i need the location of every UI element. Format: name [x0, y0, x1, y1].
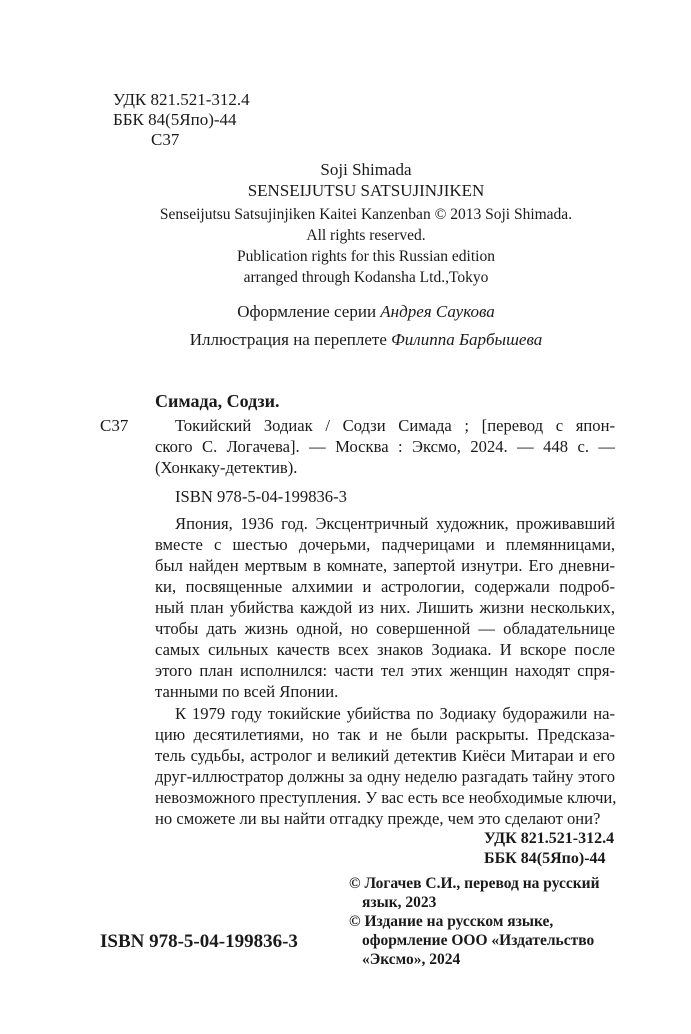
original-title: SENSEIJUTSU SATSUJINJIKEN	[247, 181, 485, 200]
catalog-entry-line: (Хонкаку-детектив).	[155, 458, 298, 477]
copyright-line: «Эксмо», 2024	[362, 951, 461, 968]
series-design-credit	[66, 302, 666, 322]
copyright-line: © Логачев С.И., перевод на русский	[349, 875, 600, 892]
original-author: Soji Shimada	[320, 160, 412, 179]
annotation-line: тель судьбы, астролог и великий детектив Киёси Митараи и его	[155, 746, 615, 765]
copyright-line: © Издание на русском языке,	[349, 913, 554, 930]
footer-isbn: ISBN 978-5-04-199836-3	[100, 931, 298, 952]
catalog-entry-line: ского С. Логачева]. — Москва : Эксмо, 2024. — 448 с. —	[155, 437, 615, 456]
footer-udk: УДК 821.521-312.4	[484, 830, 615, 847]
bbk-code: ББК 84(5Япо)-44	[113, 110, 237, 129]
annotation-line: но сможете ли вы найти отгадку прежде, чем это сделают они?	[155, 809, 601, 828]
footer-bbk: ББК 84(5Япо)-44	[484, 850, 606, 867]
original-copyright: Senseijutsu Satsujinjiken Kaitei Kanzenban © 2013 Soji Shimada.	[159, 206, 573, 223]
series-designer: Андрея Саукова	[380, 302, 495, 321]
udk-code: УДК 821.521-312.4	[113, 90, 250, 109]
annotation-line: чтобы дать жизнь одной, но совершенной — обладательнице	[155, 619, 615, 638]
cover-label: Иллюстрация на переплете	[189, 330, 387, 349]
annotation-line: танными по всей Японии.	[155, 682, 339, 701]
annotation-line: цию десятилетиями, но так и не были раскрыты. Предсказа-	[155, 725, 615, 744]
catalog-author-heading: Симада, Содзи.	[155, 391, 280, 411]
copyright-line: язык, 2023	[362, 894, 437, 911]
rights-reserved: All rights reserved.	[306, 227, 426, 244]
author-mark: С37	[151, 130, 180, 149]
annotation-line: невозможного преступления. У вас есть все необходимые ключи,	[155, 788, 617, 807]
annotation-line: Япония, 1936 год. Эксцентричный художник, проживавший	[175, 514, 615, 533]
annotation-line: ный план убийства каждой из них. Лишить жизни нескольких,	[155, 598, 615, 617]
catalog-entry-line: Токийский Зодиак / Содзи Симада ; [перевод с япон-	[175, 416, 615, 435]
cover-illustration-credit	[66, 330, 666, 350]
annotation-line: К 1979 году токийские убийства по Зодиаку будоражили на-	[175, 704, 615, 723]
catalog-mark: С37	[100, 416, 129, 435]
annotation-line: ки, посвященные алхимии и астрологии, содержали подроб-	[155, 577, 615, 596]
catalog-isbn: ISBN 978-5-04-199836-3	[175, 487, 347, 506]
annotation-line: друг-иллюстратор должны за одну неделю разгадать тайну этого	[155, 767, 615, 786]
copyright-line: оформление ООО «Издательство	[362, 932, 595, 949]
cover-illustrator: Филиппа Барбышева	[391, 330, 543, 349]
annotation-line: самых сильных качеств всех знаков Зодиака. И вскоре после	[155, 640, 615, 659]
annotation-line: вместе с шестью дочерьми, падчерицами и племянницами,	[155, 535, 615, 554]
publication-rights-1: Publication rights for this Russian edition	[237, 248, 495, 265]
publication-rights-2: arranged through Kodansha Ltd.,Tokyo	[243, 269, 489, 286]
annotation-line: этого план исполнился: части тел этих женщин находят спря-	[155, 661, 615, 680]
annotation-line: был найден мертвым в комнате, запертой изнутри. Его дневни-	[155, 556, 615, 575]
series-label: Оформление серии	[237, 302, 377, 321]
